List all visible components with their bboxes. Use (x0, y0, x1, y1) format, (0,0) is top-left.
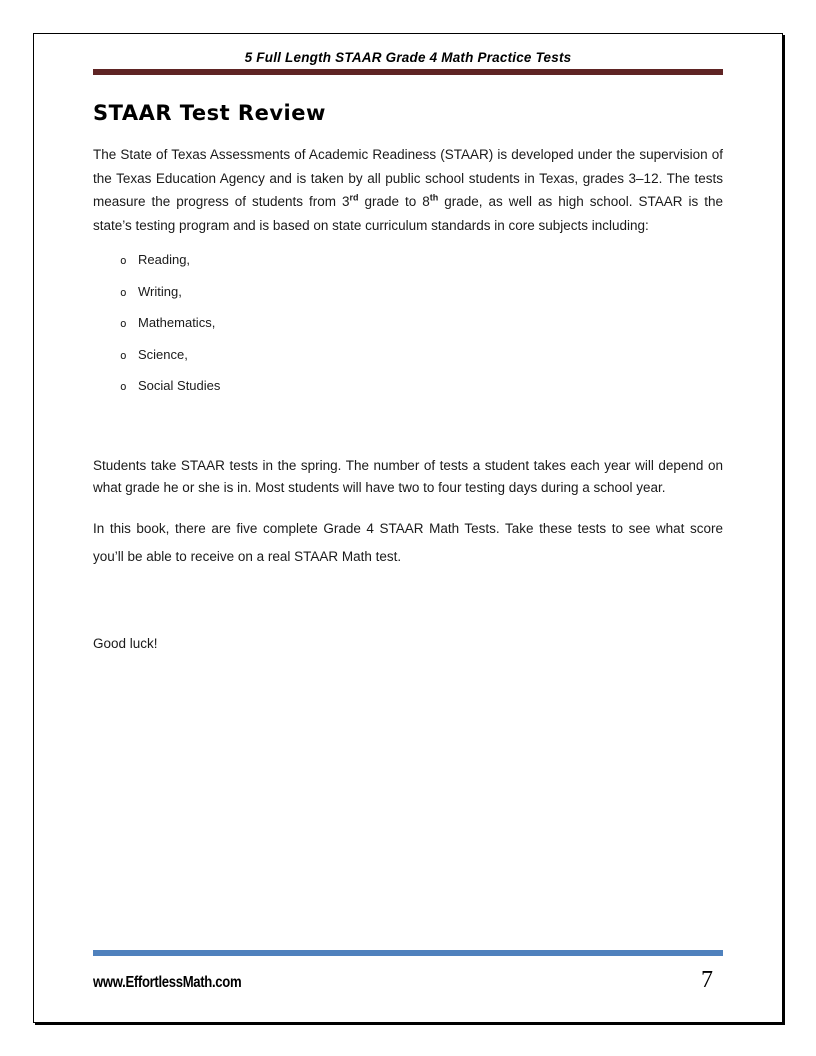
intro-text-1: The State of Texas Assessments of Academic Readiness (STAAR) is developed under the supervision of the Texas Education Agency and is taken by all public school students in Texas, grades 3–12. The tests measure the progress of students from 3 (93, 147, 723, 209)
running-header: 5 Full Length STAAR Grade 4 Math Practice Tests (244, 50, 572, 65)
ordinal-superscript-th: th (429, 192, 439, 203)
page-title: STAAR Test Review (93, 101, 326, 125)
ordinal-superscript-rd: rd (349, 192, 359, 203)
bullet-icon: o (120, 380, 127, 393)
footer-row (93, 967, 723, 994)
book-paragraph: In this book, there are five complete Grade 4 STAAR Math Tests. Take these tests to see what score you’ll be able to receive on a real STAAR Math test. (93, 521, 723, 564)
list-item (120, 315, 723, 330)
good-luck-text: Good luck! (93, 636, 158, 651)
list-item (120, 252, 723, 267)
subject-list (93, 252, 723, 393)
website-link[interactable]: www.EffortlessMath.com (93, 974, 242, 991)
bullet-icon: o (120, 348, 127, 362)
list-item (120, 284, 723, 299)
intro-text-2: grade to 8 (358, 194, 430, 209)
bullet-icon: o (120, 254, 127, 267)
list-item (120, 347, 723, 362)
page-footer (93, 950, 723, 994)
footer-rule (93, 950, 723, 956)
intro-paragraph (93, 143, 723, 237)
page-content (34, 34, 782, 651)
bullet-icon: o (120, 285, 127, 299)
list-item-label: Social Studies (138, 378, 221, 393)
list-item (120, 378, 723, 393)
page-border-frame (33, 33, 783, 1023)
list-item-label: Writing, (138, 283, 182, 299)
header-rule (93, 69, 723, 75)
list-item-label: Reading, (138, 252, 191, 267)
intro-text-3: grade, as well as high school. STAAR is the state’s testing program and is based on state curriculum standards in core subjects including: (93, 194, 723, 233)
bullet-icon: o (120, 317, 127, 330)
spring-paragraph: Students take STAAR tests in the spring. The number of tests a student takes each year will depend on what grade he or she is in. Most students will have two to four testing days during a school year. (93, 458, 723, 495)
page-number: 7 (701, 967, 713, 993)
list-item-label: Science, (138, 346, 188, 362)
list-item-label: Mathematics, (138, 315, 216, 330)
